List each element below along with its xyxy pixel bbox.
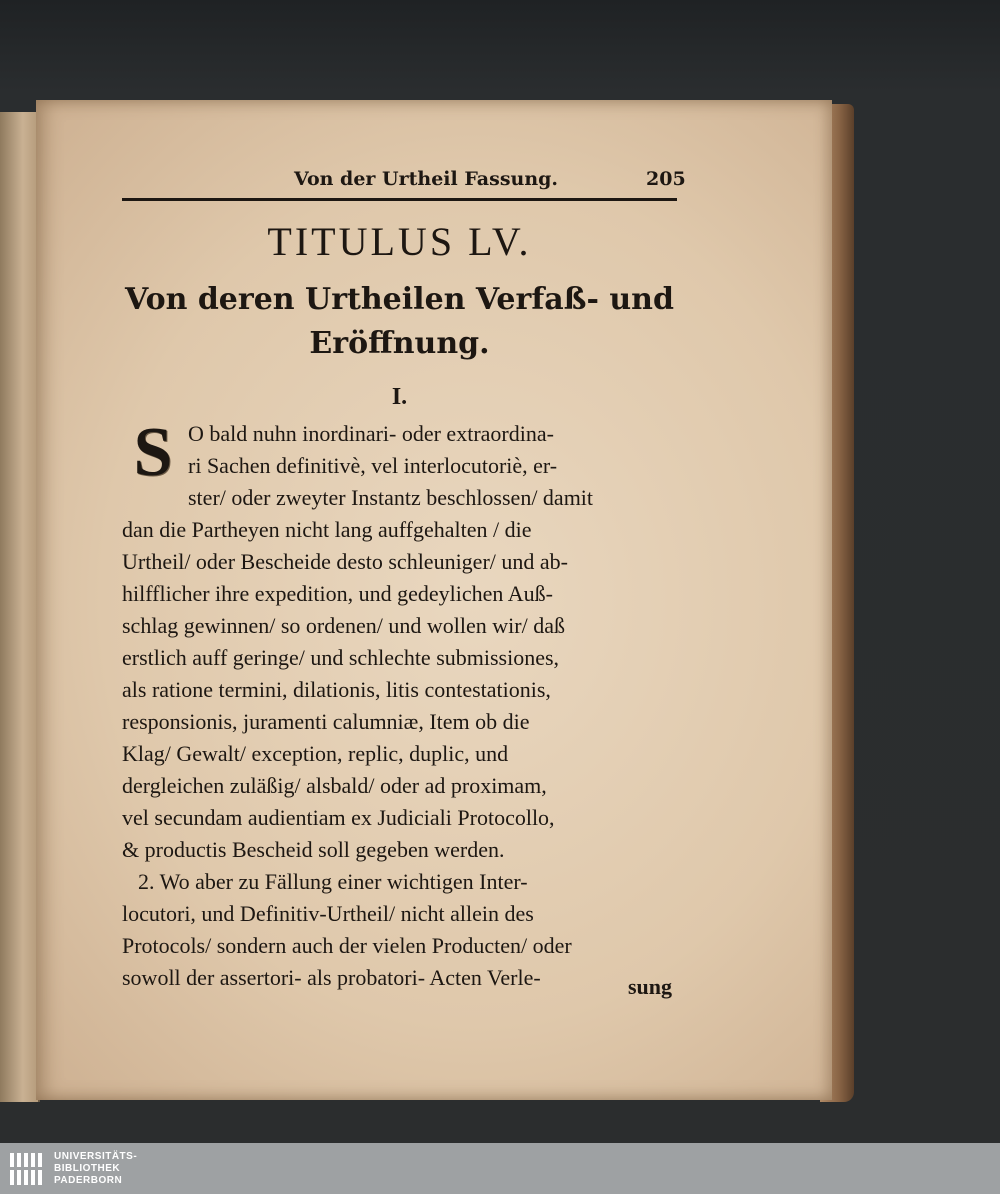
text-line: als ratione termini, dilationis, litis contestationis, xyxy=(122,677,551,702)
library-name xyxy=(54,1151,137,1187)
drop-cap: S xyxy=(133,414,173,491)
library-footer xyxy=(0,1143,1000,1194)
page-number: 205 xyxy=(646,168,686,190)
header-rule xyxy=(122,198,677,201)
text-line: Protocols/ sondern auch der vielen Producten/ oder xyxy=(122,933,572,958)
library-logo-icon xyxy=(8,1149,48,1189)
text-line: 2. Wo aber zu Fällung einer wichtigen Inter- xyxy=(138,869,528,894)
text-line: sowoll der assertori- als probatori- Acten Verle- xyxy=(122,965,541,990)
section-number: I. xyxy=(391,384,408,410)
text-line: Urtheil/ oder Bescheide desto schleuniger/ und ab- xyxy=(122,549,568,574)
text-line: ri Sachen definitivè, vel interlocutoriè, er- xyxy=(188,453,558,478)
text-line: locutori, und Definitiv-Urtheil/ nicht allein des xyxy=(122,901,534,926)
book-page xyxy=(36,100,832,1100)
body-text xyxy=(122,414,682,994)
library-name-line: PADERBORN xyxy=(54,1175,123,1186)
text-line: vel secundam audientiam ex Judiciali Protocollo, xyxy=(122,805,555,830)
library-name-line: BIBLIOTHEK xyxy=(54,1163,121,1174)
text-line: responsionis, juramenti calumniæ, Item ob die xyxy=(122,709,530,734)
text-line: ster/ oder zweyter Instantz beschlossen/ damit xyxy=(188,485,594,510)
text-line: dergleichen zuläßig/ alsbald/ oder ad proximam, xyxy=(122,773,547,798)
subtitle-line: Eröffnung. xyxy=(309,326,490,361)
running-head: Von der Urtheil Fassung. xyxy=(293,168,559,190)
subtitle-line: Von deren Urtheilen Verfaß- und xyxy=(125,282,674,317)
chapter-subtitle xyxy=(122,278,677,366)
facing-page-edge xyxy=(0,112,40,1102)
text-line: schlag gewinnen/ so ordenen/ und wollen wir/ daß xyxy=(122,613,565,638)
text-line: & productis Bescheid soll gegeben werden. xyxy=(122,837,505,862)
text-line: hilfflicher ihre expedition, und gedeylichen Auß- xyxy=(122,581,553,606)
library-name-line: UNIVERSITÄTS- xyxy=(54,1151,138,1162)
text-line: erstlich auff geringe/ und schlechte submissiones, xyxy=(122,645,560,670)
text-line: dan die Partheyen nicht lang auffgehalten / die xyxy=(122,517,532,542)
chapter-title: TITULUS LV. xyxy=(267,219,532,264)
catchword: sung xyxy=(628,974,673,999)
text-line: Klag/ Gewalt/ exception, replic, duplic, und xyxy=(122,741,509,766)
text-line: O bald nuhn inordinari- oder extraordina- xyxy=(188,421,554,446)
